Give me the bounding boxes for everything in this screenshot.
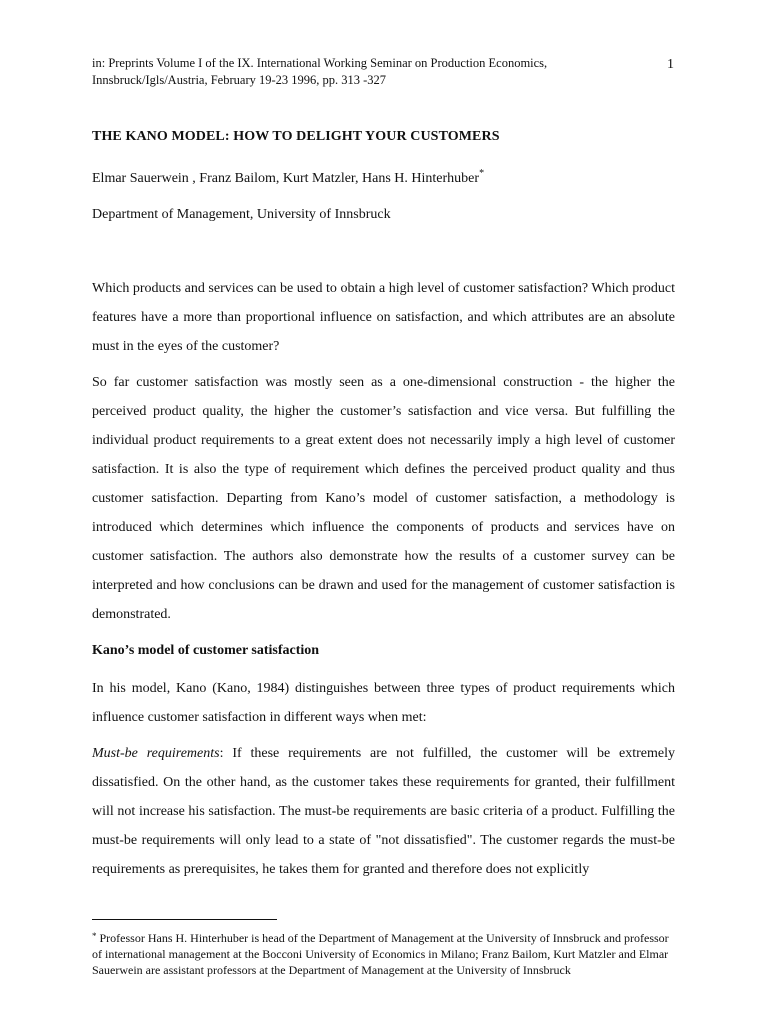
running-header-line-2: Innsbruck/Igls/Austria, February 19-23 1996, pp. 313 -327: [92, 73, 387, 87]
body-paragraph-2: [92, 739, 675, 884]
author-list: [92, 168, 485, 187]
footnote-text: Professor Hans H. Hinterhuber is head of the Department of Management at the University of Innsbruck and professor of international management at the Bocconi University of Economics in Milano; Franz Bailom, Kurt Matzler and Elmar Sauerwein are assistant professors at the Department of Management at the University of Innsbruck: [92, 931, 669, 977]
body-paragraph-2-text: : If these requirements are not fulfilled, the customer will be extremely dissatisfied. On the other hand, as the customer takes these requirements for granted, their fulfillment will not increase his satisfaction. The must-be requirements are basic criteria of a product. Fulfilling the must-be requirements will only lead to a state of "not dissatisfied". The customer regards the must-be requirements as prerequisites, he takes them for granted and therefore does not explicitly: [92, 746, 675, 877]
page-number: 1: [667, 57, 674, 72]
body-paragraph-1: In his model, Kano (Kano, 1984) distinguishes between three types of product requirements which influence customer satisfaction in different ways when met:: [92, 681, 675, 725]
term-must-be-requirements: Must-be requirements: [92, 746, 220, 761]
author-footnote-marker: *: [479, 168, 485, 179]
paper-title: THE KANO MODEL: HOW TO DELIGHT YOUR CUSTOMERS: [92, 129, 500, 144]
abstract-paragraph-2: So far customer satisfaction was mostly seen as a one-dimensional construction - the higher the perceived product quality, the higher the customer’s satisfaction and vice versa. But fulfilling the individual product requirements to a great extent does not necessarily imply a high level of customer satisfaction. It is also the type of requirement which defines the perceived product quality and thus customer satisfaction. Departing from Kano’s model of customer satisfaction, a methodology is introduced which determines which influence the components of products and services have on customer satisfaction. The authors also demonstrate how the results of a customer survey can be interpreted and how conclusions can be drawn and used for the management of customer satisfaction is demonstrated.: [92, 375, 675, 622]
author-affiliation: Department of Management, University of Innsbruck: [92, 207, 391, 222]
running-header-line-1: in: Preprints Volume I of the IX. International Working Seminar on Production Economics,: [92, 56, 548, 70]
section-heading: Kano’s model of customer satisfaction: [92, 643, 320, 658]
author-names: Elmar Sauerwein , Franz Bailom, Kurt Matzler, Hans H. Hinterhuber: [92, 171, 480, 186]
footnote-marker: *: [92, 931, 97, 941]
running-header: [92, 55, 652, 89]
footnote-separator: [92, 919, 277, 920]
abstract-paragraph-1: Which products and services can be used to obtain a high level of customer satisfaction? Which product features have a more than proportional influence on satisfaction, and which attributes are an absolute must in the eyes of the customer?: [92, 281, 675, 354]
footnote: [92, 930, 675, 978]
